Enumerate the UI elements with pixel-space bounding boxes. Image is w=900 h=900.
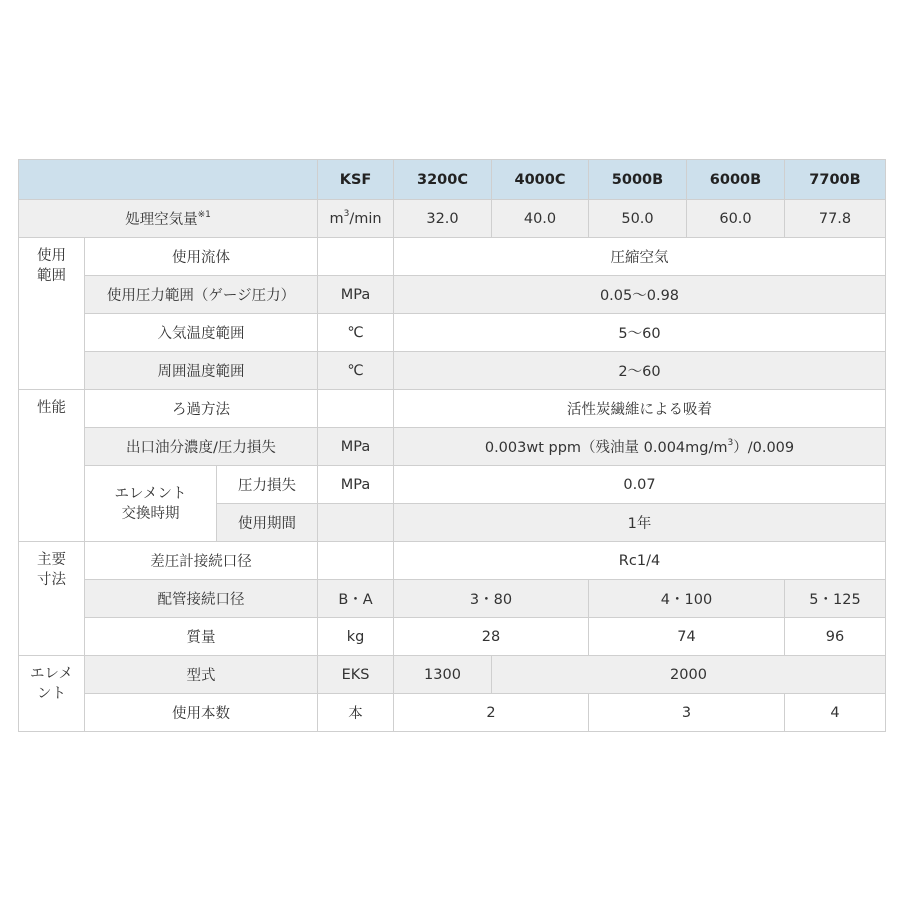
filtration-unit — [318, 390, 394, 428]
table-row-element-model — [19, 656, 886, 694]
pipe-port-value-2: 4・100 — [589, 580, 785, 618]
ambient-temp-unit: ℃ — [318, 352, 394, 390]
air-volume-4000c: 40.0 — [492, 200, 589, 238]
element-count-value-1: 2 — [394, 694, 589, 732]
fluid-unit — [318, 238, 394, 276]
element-period-unit — [318, 504, 394, 542]
spec-table — [18, 159, 886, 732]
pipe-port-unit: B・A — [318, 580, 394, 618]
outlet-oil-value: 0.003wt ppm（残油量 $0.004mg/m^3)/0.009$ — [394, 428, 886, 466]
air-volume-6000b: 60.0 — [687, 200, 785, 238]
element-count-value-2: 3 — [589, 694, 785, 732]
element-model-unit: EKS — [318, 656, 394, 694]
filtration-value: 活性炭繊維による吸着 — [394, 390, 886, 428]
element-count-value-3: 4 — [785, 694, 886, 732]
pipe-port-value-1: 3・80 — [394, 580, 589, 618]
mass-value-1: 28 — [394, 618, 589, 656]
mass-label: 質量 — [85, 618, 318, 656]
pipe-port-label: 配管接続口径 — [85, 580, 318, 618]
header-blank — [19, 160, 318, 200]
fluid-label: 使用流体 — [85, 238, 318, 276]
table-row-outlet-oil — [19, 428, 886, 466]
inlet-temp-value: 5〜60 — [394, 314, 886, 352]
table-header-row — [19, 160, 886, 200]
mass-value-2: 74 — [589, 618, 785, 656]
table-row-filtration — [19, 390, 886, 428]
header-model-7700b: 7700B — [785, 160, 886, 200]
element-model-label: 型式 — [85, 656, 318, 694]
ambient-temp-label: 周囲温度範囲 — [85, 352, 318, 390]
table-row-gauge-port — [19, 542, 886, 580]
table-row-mass — [19, 618, 886, 656]
mass-unit: kg — [318, 618, 394, 656]
air-volume-label: 処理空気量$^{※1}$ — [19, 200, 318, 238]
gauge-port-value: Rc1/4 — [394, 542, 886, 580]
element-replace-label: エレメント 交換時期 — [85, 466, 217, 542]
group-performance: 性能 — [19, 390, 85, 542]
table-row-pipe-port — [19, 580, 886, 618]
header-model-5000b: 5000B — [589, 160, 687, 200]
header-ksf: KSF — [318, 160, 394, 200]
element-pressure-loss-unit: MPa — [318, 466, 394, 504]
air-volume-note: ※1 — [197, 210, 211, 221]
ambient-temp-value: 2〜60 — [394, 352, 886, 390]
outlet-oil-unit: MPa — [318, 428, 394, 466]
pressure-unit: MPa — [318, 276, 394, 314]
pipe-port-value-3: 5・125 — [785, 580, 886, 618]
header-model-4000c: 4000C — [492, 160, 589, 200]
table-row-air-volume — [19, 200, 886, 238]
group-dimensions: 主要 寸法 — [19, 542, 85, 656]
table-row-pressure — [19, 276, 886, 314]
outlet-oil-label: 出口油分濃度/圧力損失 — [85, 428, 318, 466]
group-element: エレメ ント — [19, 656, 85, 732]
table-row-ambient-temp — [19, 352, 886, 390]
element-model-value-1: 1300 — [394, 656, 492, 694]
gauge-port-unit — [318, 542, 394, 580]
element-count-label: 使用本数 — [85, 694, 318, 732]
element-period-value: 1年 — [394, 504, 886, 542]
element-count-unit: 本 — [318, 694, 394, 732]
pressure-value: 0.05〜0.98 — [394, 276, 886, 314]
inlet-temp-label: 入気温度範囲 — [85, 314, 318, 352]
header-model-3200c: 3200C — [394, 160, 492, 200]
table-row-fluid — [19, 238, 886, 276]
element-model-value-2: 2000 — [492, 656, 886, 694]
pressure-label: 使用圧力範囲（ゲージ圧力） — [85, 276, 318, 314]
header-model-6000b: 6000B — [687, 160, 785, 200]
group-usage-range: 使用 範囲 — [19, 238, 85, 390]
table-row-inlet-temp — [19, 314, 886, 352]
filtration-label: ろ過方法 — [85, 390, 318, 428]
inlet-temp-unit: ℃ — [318, 314, 394, 352]
fluid-value: 圧縮空気 — [394, 238, 886, 276]
gauge-port-label: 差圧計接続口径 — [85, 542, 318, 580]
element-pressure-loss-value: 0.07 — [394, 466, 886, 504]
air-volume-5000b: 50.0 — [589, 200, 687, 238]
air-volume-3200c: 32.0 — [394, 200, 492, 238]
mass-value-3: 96 — [785, 618, 886, 656]
element-pressure-loss-label: 圧力損失 — [217, 466, 318, 504]
table-row-element-count — [19, 694, 886, 732]
table-row-element-pressure-loss — [19, 466, 886, 504]
element-period-label: 使用期間 — [217, 504, 318, 542]
air-volume-7700b: 77.8 — [785, 200, 886, 238]
air-volume-unit: $m^3/\min$ — [318, 200, 394, 238]
